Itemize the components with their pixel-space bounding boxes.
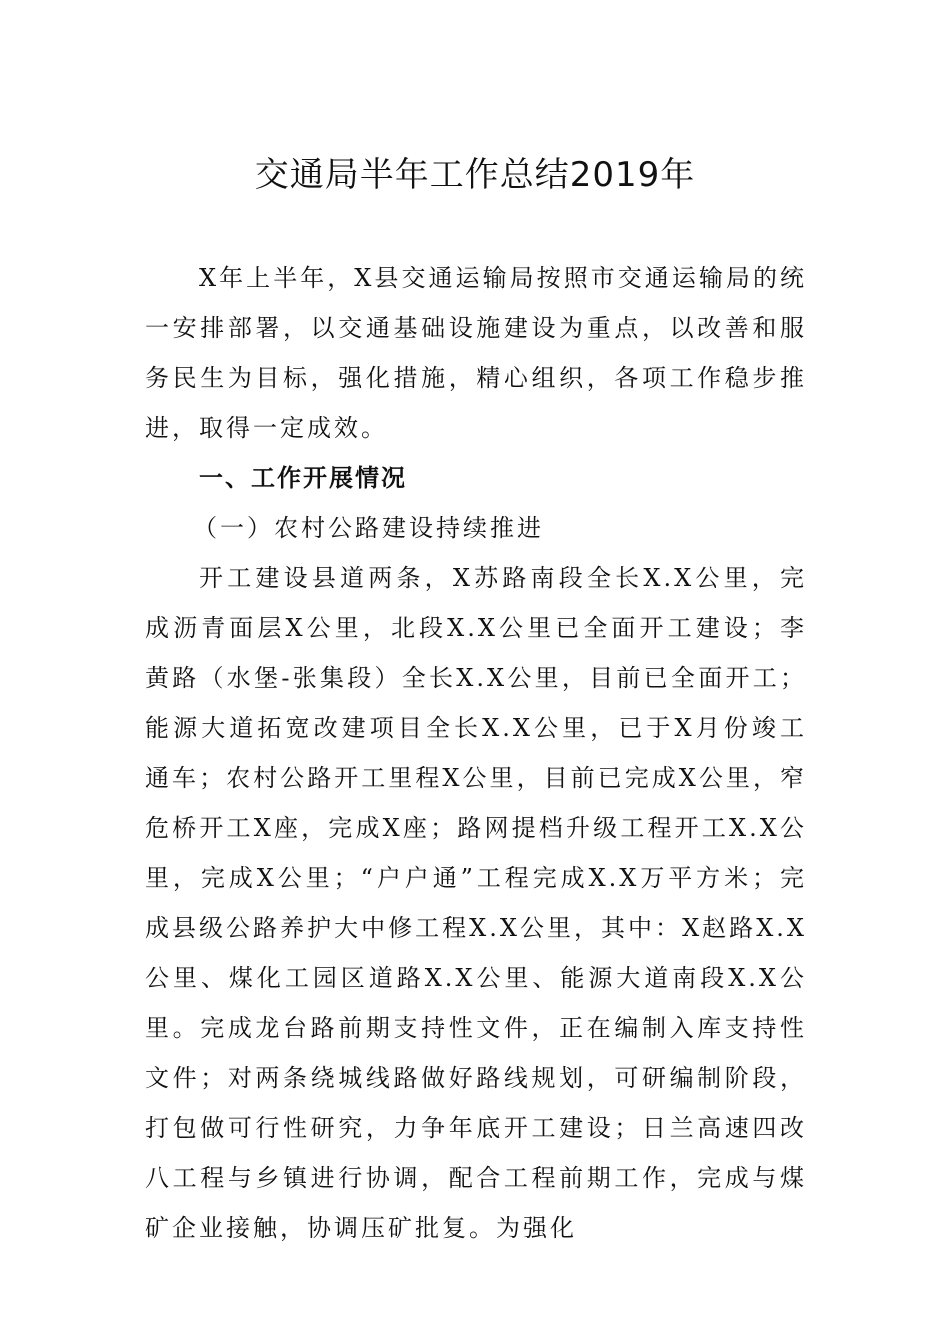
section-heading-work-progress: 一、工作开展情况 [199,464,407,492]
rural-roads-paragraph: 开工建设县道两条，X苏路南段全长X.X公里，完成沥青面层X公里，北段X.X公里已全面开工建设；李黄路（水堡-张集段）全长X.X公里，目前已全面开工；能源大道拓宽改建项目全长X.X公里，已于X月份竣工通车；农村公路开工里程X公里，目前已完成X公里，窄危桥开工X座，完成X座；路网提档升级工程开工X.X公里，完成X公里；“户户通”工程完成X.X万平方米；完成县级公路养护大中修工程X.X公里，其中：X赵路X.X公里、煤化工园区道路X.X公里、能源大道南段X.X公里。完成龙台路前期支持性文件，正在编制入库支持性文件；对两条绕城线路做好路线规划，可研编制阶段，打包做可行性研究，力争年底开工建设；日兰高速四改八工程与乡镇进行协调，配合工程前期工作，完成与煤矿企业接触，协调压矿批复。为强化 [145,564,807,1242]
document-title: 交通局半年工作总结2019年 [254,155,696,195]
intro-paragraph: X年上半年，X县交通运输局按照市交通运输局的统一安排部署，以交通基础设施建设为重点，以改善和服务民生为目标，强化措施，精心组织，各项工作稳步推进，取得一定成效。 [145,264,807,442]
document-body [145,253,807,1253]
subsection-heading-rural-roads: （一）农村公路建设持续推进 [193,514,544,542]
